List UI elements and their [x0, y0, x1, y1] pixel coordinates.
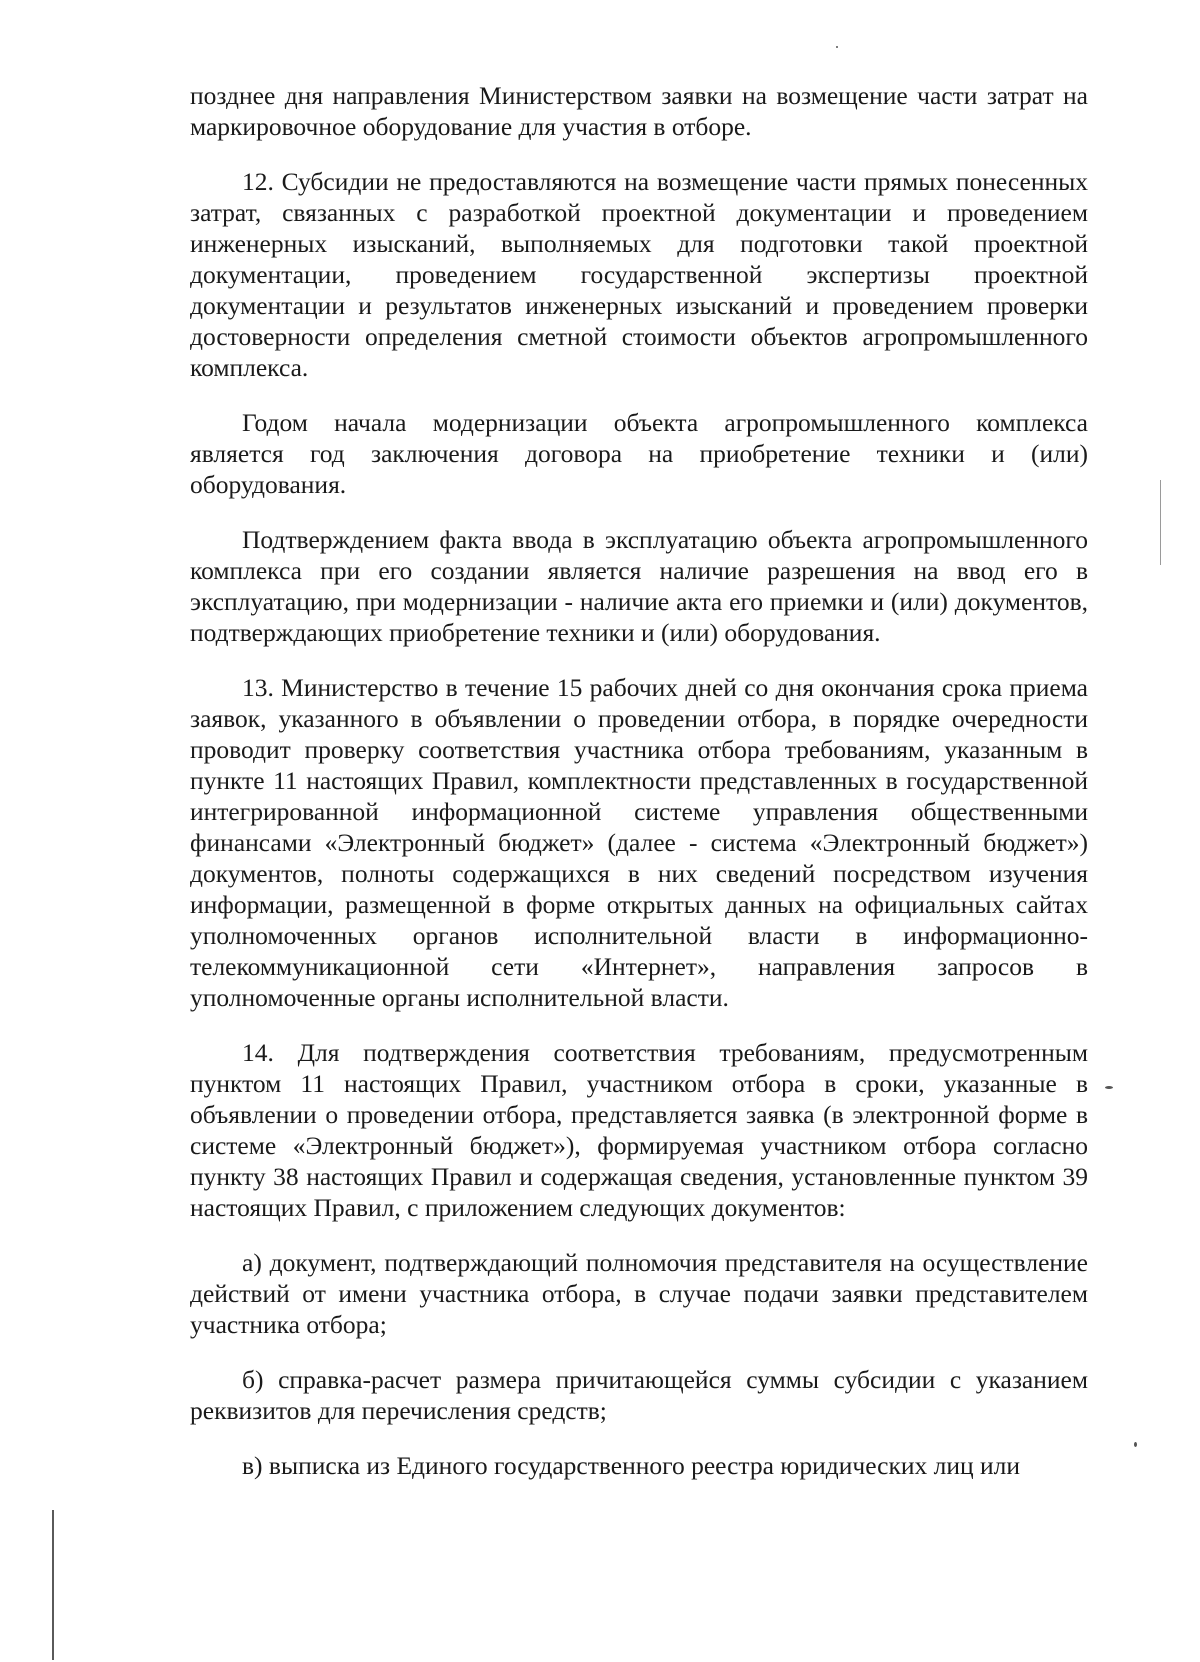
paragraph-modernization-year: Годом начала модернизации объекта агропромышленного комплекса является год заключения договора на приобретение техники и (или) оборудования.: [190, 408, 1088, 499]
scan-artifact-left-line: [52, 1510, 54, 1660]
paragraph-item-14: 14. Для подтверждения соответствия требованиям, предусмотренным пунктом 11 настоящих Правил, участником отбора в сроки, указанные в объявлении о проведении отбора, представляется заявка (в электронной форме в системе «Электронный бюджет»), формируемая участником отбора согласно пункту 38 настоящих Правил и содержащая сведения, установленные пунктом 39 настоящих Правил, с приложением следующих документов:: [190, 1038, 1088, 1222]
scan-artifact-dot: [1134, 1442, 1137, 1447]
document-body: [190, 80, 1088, 1505]
scan-artifact-dot: [836, 46, 838, 48]
list-item-a: а) документ, подтверждающий полномочия представителя на осуществление действий от имени участника отбора, в случае подачи заявки представителем участника отбора;: [190, 1248, 1088, 1339]
paragraph-commissioning-confirmation: Подтверждением факта ввода в эксплуатацию объекта агропромышленного комплекса при его создании является наличие разрешения на ввод его в эксплуатацию, при модернизации - наличие акта его приемки и (или) документов, подтверждающих приобретение техники и (или) оборудования.: [190, 525, 1088, 647]
scan-artifact-dot: [1105, 1086, 1113, 1089]
scan-artifact-right-line: [1160, 480, 1161, 565]
paragraph-item-12: 12. Субсидии не предоставляются на возмещение части прямых понесенных затрат, связанных с разработкой проектной документации и проведением инженерных изысканий, выполняемых для подготовки такой проектной документации, проведением государственной экспертизы проектной документации и результатов инженерных изысканий и проведением проверки достоверности определения сметной стоимости объектов агропромышленного комплекса.: [190, 167, 1088, 382]
paragraph-continuation: позднее дня направления Министерством заявки на возмещение части затрат на маркировочное оборудование для участия в отборе.: [190, 81, 1088, 141]
list-item-b: б) справка-расчет размера причитающейся суммы субсидии с указанием реквизитов для перечисления средств;: [190, 1365, 1088, 1425]
paragraph-item-13: 13. Министерство в течение 15 рабочих дней со дня окончания срока приема заявок, указанного в объявлении о проведении отбора, в порядке очередности проводит проверку соответствия участника отбора требованиям, указанным в пункте 11 настоящих Правил, комплектности представленных в государственной интегрированной информационной системе управления общественными финансами «Электронный бюджет» (далее - система «Электронный бюджет») документов, полноты содержащихся в них сведений посредством изучения информации, размещенной в форме открытых данных на официальных сайтах уполномоченных органов исполнительной власти в информационно-телекоммуникационной сети «Интернет», направления запросов в уполномоченные органы исполнительной власти.: [190, 673, 1088, 1012]
list-item-v: в) выписка из Единого государственного реестра юридических лиц или: [242, 1451, 1021, 1480]
